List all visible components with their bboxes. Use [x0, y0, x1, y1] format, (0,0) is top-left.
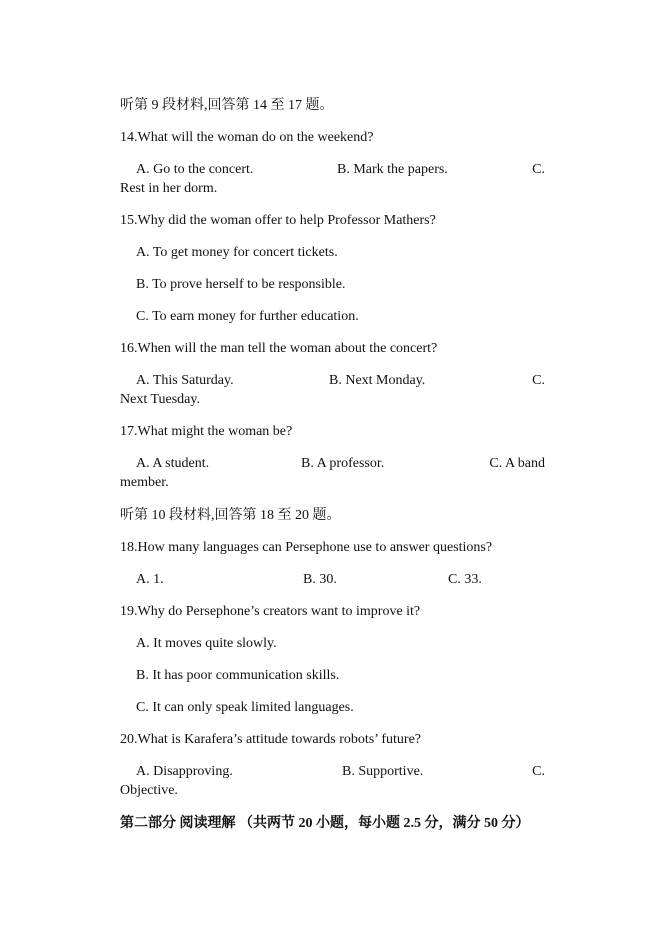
option-14-c-cont: Rest in her dorm.: [120, 181, 218, 196]
document-page: [120, 0, 545, 945]
section-heading-10: 听第 10 段材料,回答第 18 至 20 题。: [120, 508, 341, 523]
option-17-c-cont: member.: [120, 475, 169, 490]
option-16-c: C.: [532, 373, 545, 388]
option-15-a: A. To get money for concert tickets.: [136, 245, 338, 260]
question-stem-15: 15.Why did the woman offer to help Professor Mathers?: [120, 213, 436, 228]
part-two-heading: 第二部分 阅读理解 （共两节 20 小题，每小题 2.5 分，满分 50 分）: [120, 816, 530, 831]
option-14-a: A. Go to the concert.: [136, 162, 254, 177]
option-16-b: B. Next Monday.: [329, 373, 426, 388]
option-18-a: A. 1.: [136, 572, 164, 587]
question-stem-17: 17.What might the woman be?: [120, 424, 293, 439]
option-20-c-cont: Objective.: [120, 783, 178, 798]
option-16-c-cont: Next Tuesday.: [120, 392, 200, 407]
option-18-c: C. 33.: [448, 572, 482, 587]
question-stem-18: 18.How many languages can Persephone use to answer questions?: [120, 540, 493, 555]
option-20-b: B. Supportive.: [342, 764, 424, 779]
option-16-a: A. This Saturday.: [136, 373, 234, 388]
option-14-c: C.: [532, 162, 545, 177]
option-20-a: A. Disapproving.: [136, 764, 233, 779]
question-stem-19: 19.Why do Persephone’s creators want to improve it?: [120, 604, 421, 619]
option-17-c: C. A band: [489, 456, 545, 471]
option-20-c: C.: [532, 764, 545, 779]
question-stem-16: 16.When will the man tell the woman about the concert?: [120, 341, 438, 356]
option-15-c: C. To earn money for further education.: [136, 309, 359, 324]
question-stem-14: 14.What will the woman do on the weekend?: [120, 130, 374, 145]
section-heading-9: 听第 9 段材料,回答第 14 至 17 题。: [120, 98, 334, 113]
option-15-b: B. To prove herself to be responsible.: [136, 277, 346, 292]
option-19-b: B. It has poor communication skills.: [136, 668, 340, 683]
option-18-b: B. 30.: [303, 572, 337, 587]
option-19-a: A. It moves quite slowly.: [136, 636, 277, 651]
option-19-c: C. It can only speak limited languages.: [136, 700, 354, 715]
option-17-b: B. A professor.: [301, 456, 385, 471]
option-14-b: B. Mark the papers.: [337, 162, 448, 177]
question-stem-20: 20.What is Karafera’s attitude towards robots’ future?: [120, 732, 422, 747]
option-17-a: A. A student.: [136, 456, 210, 471]
